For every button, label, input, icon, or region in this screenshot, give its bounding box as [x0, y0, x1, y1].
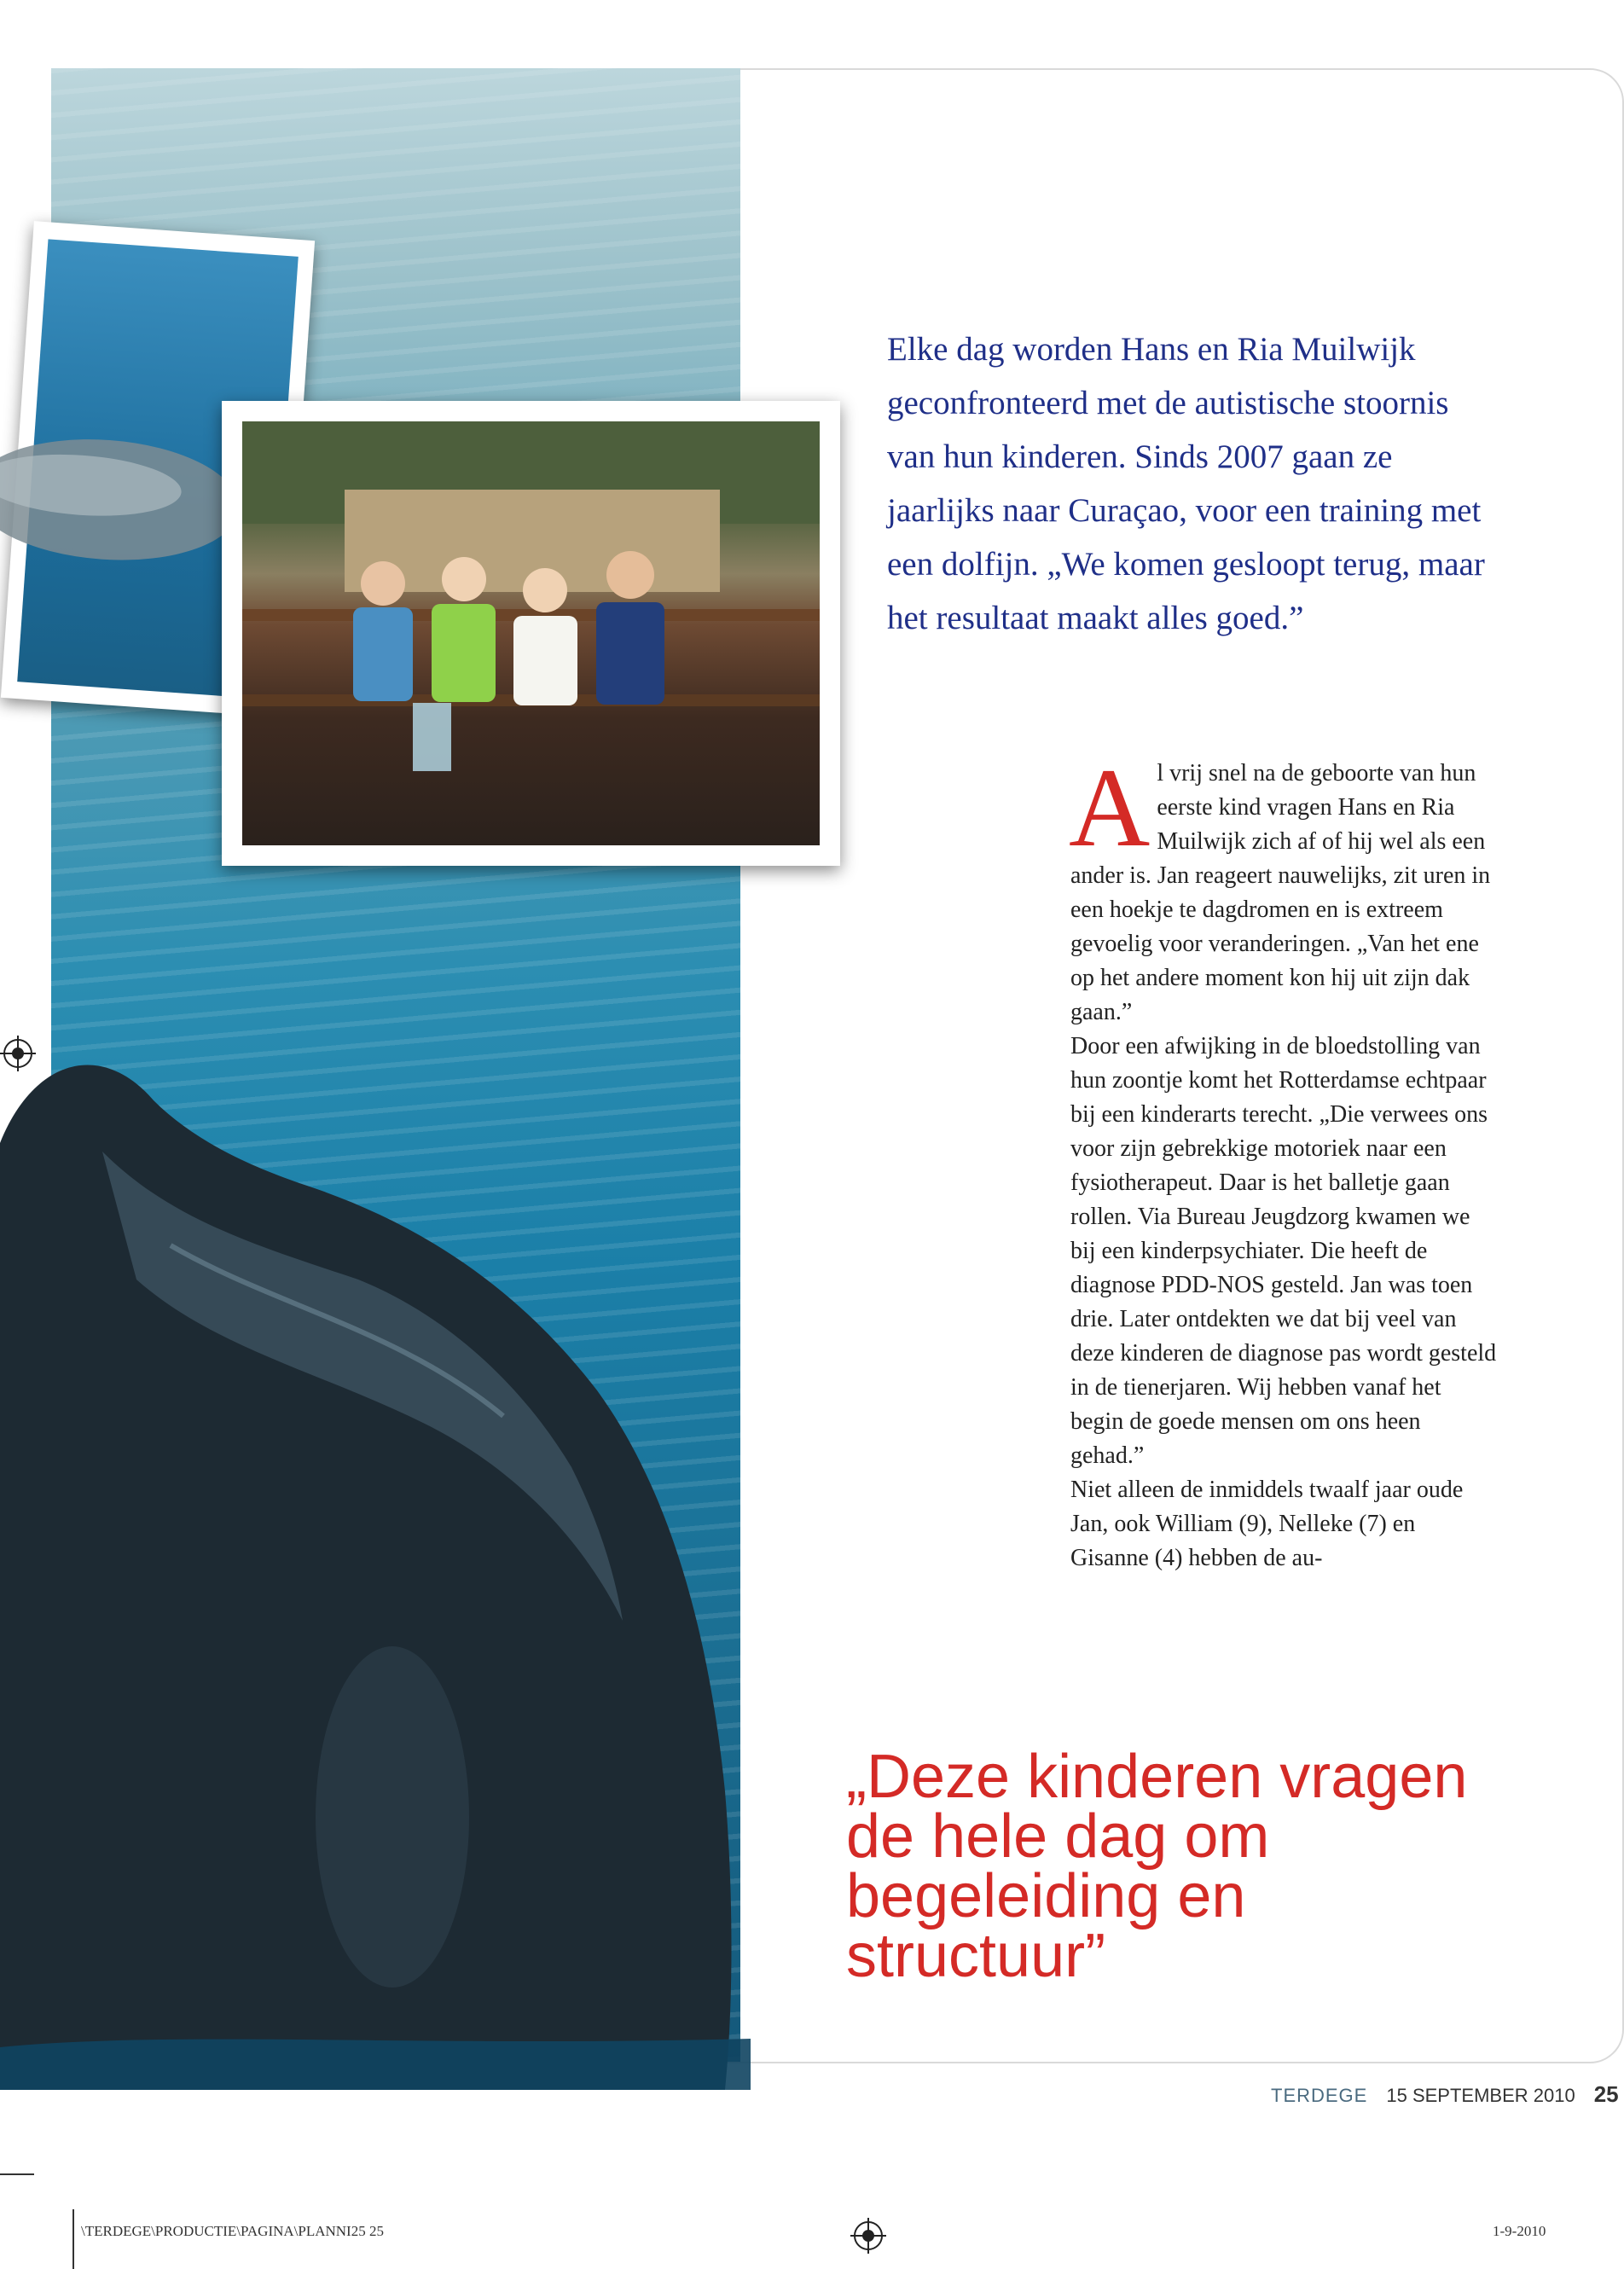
article-body [1069, 745, 1497, 1576]
drop-cap: A [1069, 745, 1151, 870]
magazine-name: TERDEGE [1271, 2085, 1368, 2106]
page-footer [1271, 2081, 1619, 2108]
issue-date: 15 SEPTEMBER 2010 [1386, 2085, 1575, 2106]
slug-date: 1-9-2010 [1493, 2223, 1546, 2239]
registration-mark-icon [854, 2221, 883, 2250]
crop-mark [72, 2209, 74, 2269]
photo-frame-children [222, 401, 840, 866]
pull-quote: „Deze kinderen vragen de hele dag om begeleiding en structuur” [846, 1743, 1468, 1990]
crop-mark [0, 2173, 34, 2175]
body-paragraph-1 [1069, 745, 1497, 1030]
dolphin-photo [51, 68, 740, 2062]
slug-path: \TERDEGE\PRODUCTIE\PAGINA\PLANNI25 25 [81, 2223, 384, 2239]
children-photo [242, 421, 820, 845]
lede-paragraph: Elke dag worden Hans en Ria Muilwijk geconfronteerd met de autistische stoornis van hun kinderen. Sinds 2007 gaan ze jaarlijks naar Curaçao, voor een training met een dolfijn. „We komen gesloopt terug, maar het resultaat maakt alles goed.” [887, 331, 1485, 636]
body-paragraph-3: Niet alleen de inmiddels twaalf jaar oude Jan, ook William (9), Nelleke (7) en Gisanne (4) hebben de au- [1070, 1477, 1464, 1571]
registration-mark-icon [3, 1039, 32, 1068]
children-on-bench-illustration [242, 421, 820, 845]
dolphin-illustration [0, 1024, 751, 2090]
page-number: 25 [1593, 2081, 1619, 2107]
body-paragraph-2: Door een afwijking in de bloedstolling van hun zoontje komt het Rotterdamse echtpaar bij een kinderarts terecht. „Die verwees ons voor zijn gebrekkige motoriek naar een fysiotherapeut. Daar is het balletje gaan rollen. Via Bureau Jeugdzorg kwamen we bij een kinderpsychiater. Die heeft de diagnose PDD-NOS gesteld. Jan was toen drie. Later ontdekten we dat bij veel van deze kinderen de diagnose pas wordt gesteld in de tienerjaren. Wij hebben vanaf het begin de goede mensen om ons heen gehad.” [1070, 1033, 1497, 1469]
body-paragraph-1-text: l vrij snel na de geboorte van hun eerste kind vragen Hans en Ria Muilwijk zich af of hij wel als een ander is. Jan reageert nauwelijks, zit uren in een hoekje te dagdromen en is extreem gevoelig voor veranderingen. „Van het ene op het andere moment kon hij uit zijn dak gaan.” [1070, 760, 1491, 1025]
